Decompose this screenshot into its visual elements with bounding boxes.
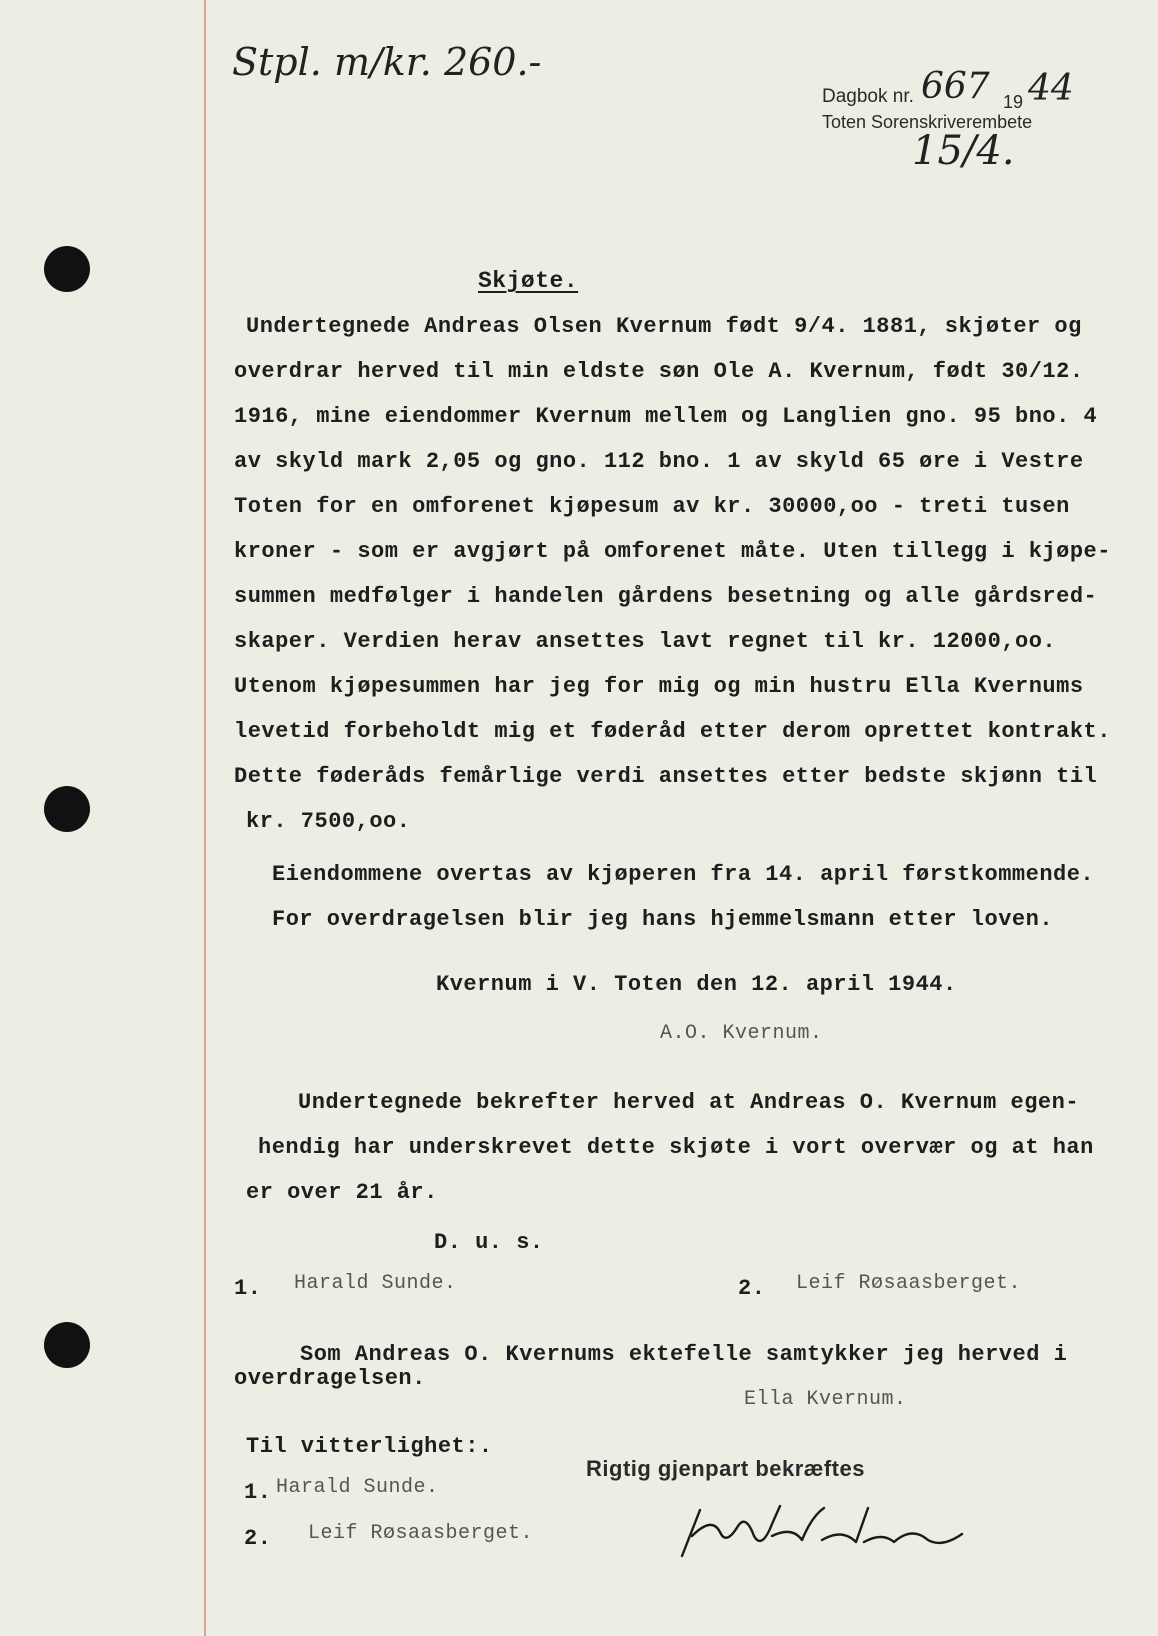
margin-rule [204, 0, 206, 1636]
seller-signature: A.O. Kvernum. [660, 1022, 823, 1045]
punch-hole-middle [44, 786, 90, 832]
body-line: Toten for en omforenet kjøpesum av kr. 30000,oo - treti tusen [234, 494, 1070, 519]
journal-year-prefix: 19 [1003, 92, 1024, 112]
witness-line: er over 21 år. [246, 1180, 438, 1205]
punch-hole-bottom [44, 1322, 90, 1368]
witness-line: hendig har underskrevet dette skjøte i vort overvær og at han [258, 1135, 1094, 1160]
body-line: Dette føderåds femårlige verdi ansettes etter bedste skjønn til [234, 764, 1098, 789]
body-line: 1916, mine eiendommer Kvernum mellem og Langlien gno. 95 bno. 4 [234, 404, 1098, 429]
clerk-signature-scribble [672, 1496, 972, 1566]
journal-year: 44 [1028, 68, 1074, 109]
document-title: Skjøte. [478, 268, 579, 294]
body-line: Undertegnede Andreas Olsen Kvernum født 9/4. 1881, skjøter og [246, 314, 1082, 339]
witness-1-number: 1. [234, 1276, 262, 1301]
journal-number: 667 [921, 66, 990, 107]
journal-office: Toten Sorenskriverembete [822, 112, 1033, 132]
body-line: skaper. Verdien herav ansettes lavt regnet til kr. 12000,oo. [234, 629, 1057, 654]
journal-date: 15/4. [912, 128, 1015, 174]
witness-line: Undertegnede bekrefter herved at Andreas O. Kvernum egen- [298, 1090, 1080, 1115]
witness-2-name: Leif Røsaasberget. [796, 1272, 1022, 1295]
body-line: overdrar herved til min eldste søn Ole A. Kvernum, født 30/12. [234, 359, 1084, 384]
attestation-heading: Til vitterlighet:. [246, 1434, 493, 1459]
attestation-2-name: Leif Røsaasberget. [308, 1522, 534, 1545]
body-line: Utenom kjøpesummen har jeg for mig og min hustru Ella Kvernums [234, 674, 1084, 699]
consent-line: overdragelsen. [234, 1366, 426, 1391]
punch-hole-top [44, 246, 90, 292]
witness-1-name: Harald Sunde. [294, 1272, 457, 1295]
body-line: Eiendommene overtas av kjøperen fra 14. april førstkommende. [272, 862, 1095, 887]
consent-line: Som Andreas O. Kvernums ektefelle samtykker jeg herved i [300, 1342, 1068, 1367]
certification-stamp: Rigtig gjenpart bekræftes [586, 1456, 865, 1481]
journal-stamp-label: Dagbok nr. [822, 86, 914, 107]
body-line: levetid forbeholdt mig et føderåd etter derom oprettet kontrakt. [234, 719, 1111, 744]
dus-marker: D. u. s. [434, 1230, 544, 1255]
attestation-1-name: Harald Sunde. [276, 1476, 439, 1499]
body-line: av skyld mark 2,05 og gno. 112 bno. 1 av skyld 65 øre i Vestre [234, 449, 1084, 474]
witness-2-number: 2. [738, 1276, 766, 1301]
attestation-1-number: 1. [244, 1480, 272, 1505]
body-line: kroner - som er avgjørt på omforenet måte. Uten tillegg i kjøpe- [234, 539, 1111, 564]
body-line: summen medfølger i handelen gårdens besetning og alle gårdsred- [234, 584, 1098, 609]
attestation-2-number: 2. [244, 1526, 272, 1551]
spouse-signature: Ella Kvernum. [744, 1388, 907, 1411]
body-line: kr. 7500,oo. [246, 809, 411, 834]
handwritten-stamp-fee: Stpl. m/kr. 260.- [232, 40, 542, 84]
place-and-date: Kvernum i V. Toten den 12. april 1944. [436, 972, 957, 997]
body-line: For overdragelsen blir jeg hans hjemmelsmann etter loven. [272, 907, 1054, 932]
